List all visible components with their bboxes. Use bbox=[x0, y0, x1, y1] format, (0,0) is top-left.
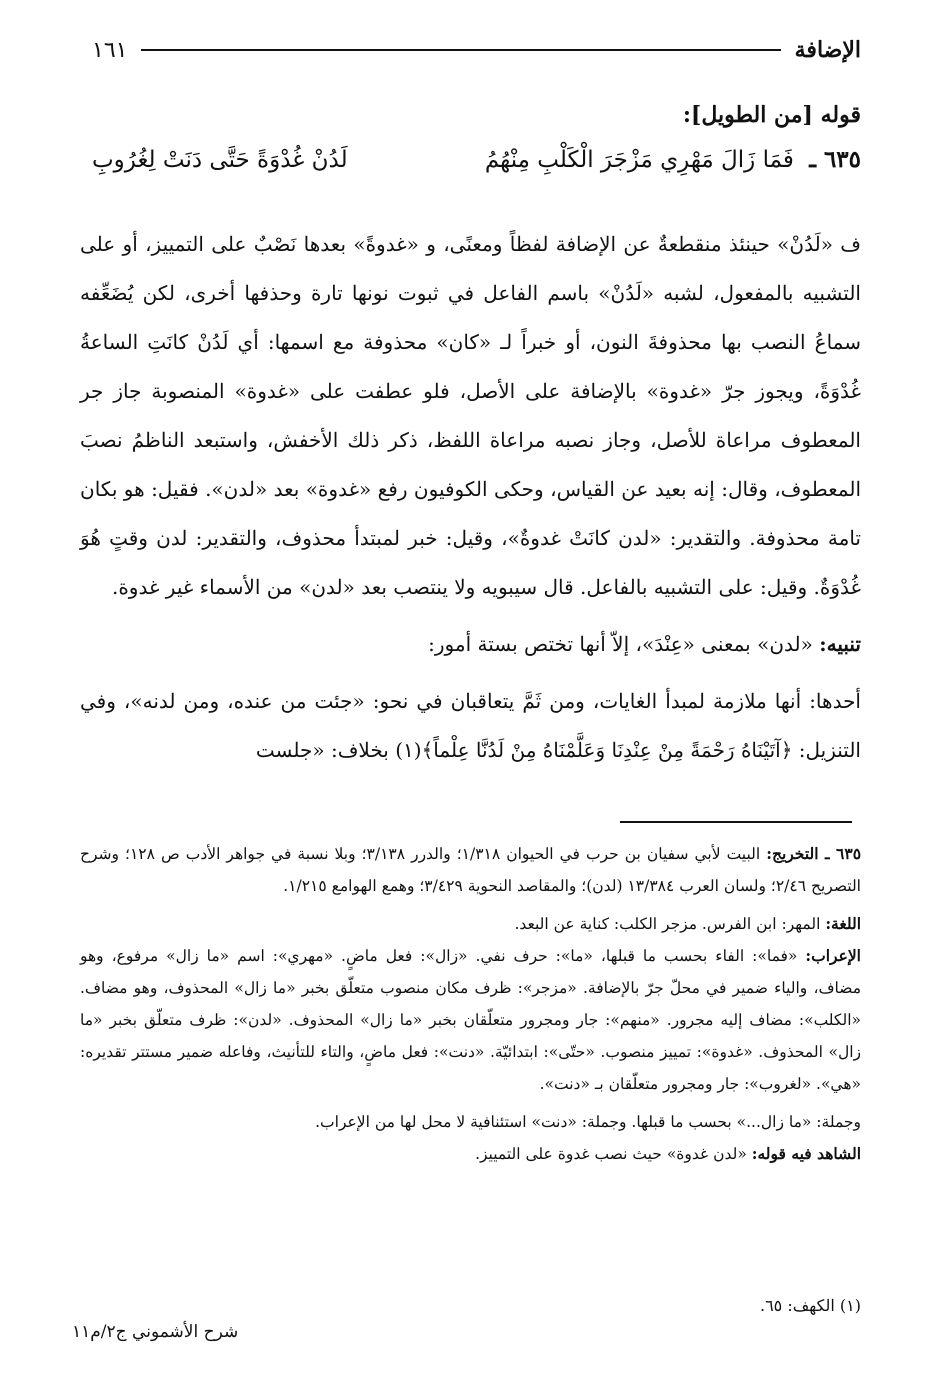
ahaduha-paragraph: أحدها: أنها ملازمة لمبدأ الغايات، ومن ثَمَّ يتعاقبان في نحو: «جئت من عنده، ومن لدنه»، وفي التنزيل: ﴿آتَيْنَاهُ رَحْمَةً مِنْ عِنْدِنَا وَعَلَّمْنَاهُ مِنْ لَدُنَّا عِلْماً﴾(١) بخلاف: «جلست bbox=[80, 689, 861, 762]
page-header bbox=[92, 30, 861, 70]
shahid-note bbox=[80, 1138, 861, 1170]
main-text bbox=[80, 220, 861, 775]
second-hemistich: لَدُنْ غُدْوَةً حَتَّى دَنَتْ لِغُرُوبِ bbox=[92, 147, 348, 173]
jumla-note: وجملة: «ما زال...» بحسب ما قبلها. وجملة: «دنت» استئنافية لا محل لها من الإعراب. bbox=[315, 1113, 861, 1131]
verse-notes bbox=[80, 838, 861, 1170]
tanbih-text: «لدن» بمعنى «عِنْدَ»، إلاّ أنها تختص بستة أمور: bbox=[428, 632, 813, 656]
poetry-verse bbox=[92, 146, 861, 173]
verse-first-half bbox=[485, 146, 861, 173]
verse-intro: قوله [من الطويل]: bbox=[682, 102, 861, 128]
chapter-title: الإضافة bbox=[794, 37, 861, 63]
header-rule bbox=[141, 49, 780, 51]
footnote-separator bbox=[620, 821, 852, 823]
takhrij-label: ٦٣٥ ـ التخريج: bbox=[766, 844, 862, 863]
tanbih-paragraph bbox=[80, 620, 861, 669]
lugha-note bbox=[80, 908, 861, 940]
lugha-text: المهر: ابن الفرس. مزجر الكلب: كناية عن البعد. bbox=[514, 915, 821, 933]
quran-footnote: (١) الكهف: ٦٥. bbox=[759, 1296, 861, 1315]
main-paragraph: ف «لَدُنْ» حينئذ منقطعةٌ عن الإضافة لفظاً ومعنًى، و «غدوةً» بعدها نَصْبٌ على التمييز، أو على التشبيه بالمفعول، لشبه «لَدُنْ» باسم الفاعل في ثبوت نونها تارة وحذفها أخرى، لكن يُضَعِّفه سماعُ النصب بها محذوفةَ النون، أو خبراً لـ «كان» محذوفة مع اسمها: أي لَدُنْ كانَتِ الساعةُ غُدْوَةً، ويجوز جرّ «غدوة» بالإضافة على الأصل، فلو عطفت على «غدوة» المنصوبة جاز جر المعطوف مراعاة للأصل، وجاز نصبه مراعاة اللفظ، ذكر ذلك الأخفش، واستبعد الناظمُ نصبَ المعطوف، وقال: إنه بعيد عن القياس، وحكى الكوفيون رفع «غدوة» بعد «لدن». فقيل: هو بكان تامة محذوفة. والتقدير: «لدن كانَتْ غدوةٌ»، وقيل: خبر لمبتدأ محذوف، والتقدير: لدن وقتٍ هُوَ غُدْوَةٌ. وقيل: على التشبيه بالفاعل. قال سيبويه ولا ينتصب بعد «لدن» من الأسماء غير غدوة. bbox=[80, 232, 862, 599]
shahid-label: الشاهد فيه قوله: bbox=[751, 1144, 861, 1163]
irab-text: «فما»: الفاء بحسب ما قبلها، «ما»: حرف نفي. «زال»: فعل ماضٍ. «مهري»: اسم «ما زال» مرفوع، وهو مضاف، والياء ضمير في محلّ جرّ بالإضافة. «مزجر»: ظرف مكان منصوب متعلّق بخبر «ما زال» المحذوف، وهو مضاف. «الكلب»: مضاف إليه مجرور. «منهم»: جار ومجرور متعلّقان بخبر «ما زال» المحذوف. «لدن»: ظرف متعلّق بخبر «ما زال» المحذوف. «غدوة»: تمييز منصوب. «حتّى»: ابتدائيّة. «دنت»: فعل ماضٍ، والتاء للتأنيث، وفاعله ضمير مستتر تقديره: «هي». «لغروب»: جار ومجرور متعلّقان بـ «دنت». bbox=[80, 947, 861, 1093]
tanbih-label: تنبيه: bbox=[819, 632, 861, 656]
page-number: ١٦١ bbox=[92, 37, 128, 63]
book-signature: شرح الأشموني ج٢/م١١ bbox=[72, 1322, 239, 1342]
lugha-label: اللغة: bbox=[825, 914, 861, 933]
verse-number: ٦٣٥ ـ bbox=[809, 146, 861, 173]
irab-label: الإعراب: bbox=[805, 946, 861, 965]
takhrij-text: البيت لأبي سفيان بن حرب في الحيوان ١/٣١٨؛ والدرر ٣/١٣٨؛ وبلا نسبة في جواهر الأدب ص ١٢٨؛ وشرح التصريح ٢/٤٦؛ ولسان العرب ١٣/٣٨٤ (لدن)؛ والمقاصد النحوية ٣/٤٢٩؛ وهمع الهوامع ١/٢١٥. bbox=[80, 845, 861, 895]
shahid-text: «لدن غدوة» حيث نصب غدوة على التمييز. bbox=[475, 1145, 747, 1163]
first-hemistich: فَمَا زَالَ مَهْرِي مَزْجَرَ الْكَلْبِ مِنْهُمُ bbox=[484, 147, 794, 173]
irab-note bbox=[80, 940, 861, 1100]
takhrij-note bbox=[80, 838, 861, 902]
